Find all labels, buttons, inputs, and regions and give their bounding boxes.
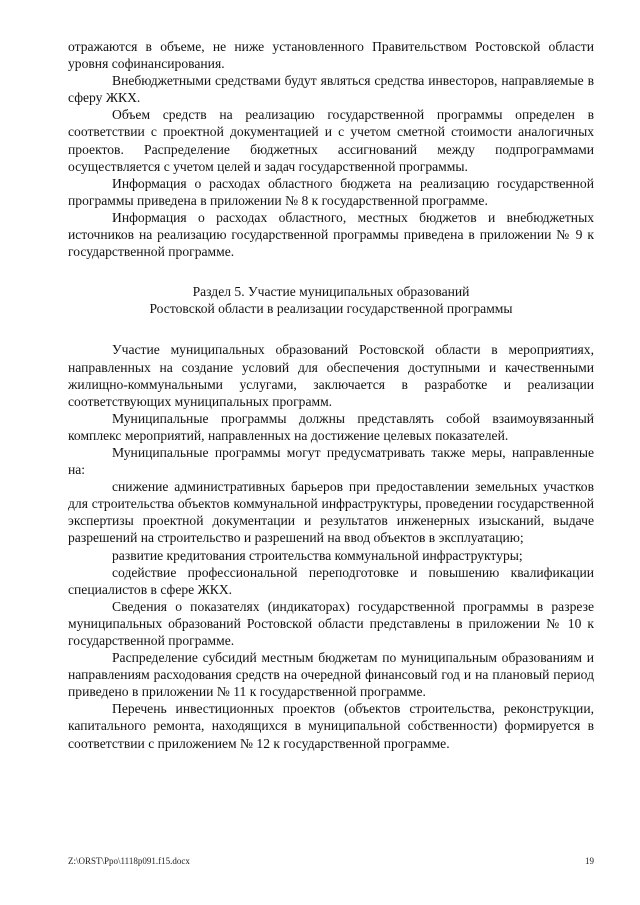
section-heading bbox=[68, 283, 594, 317]
section-heading-line: Раздел 5. Участие муниципальных образований bbox=[192, 284, 470, 300]
paragraph: Распределение субсидий местным бюджетам по муниципальным образованиям и направлениям расходования средств на очередной финансовый год и на плановый период приведено в приложении № 11 к государственной программе. bbox=[68, 650, 594, 700]
paragraph: Муниципальные программы должны представлять собой взаимоувязанный комплекс мероприятий, направленных на достижение целевых показателей. bbox=[68, 410, 594, 443]
section-heading-line: Ростовской области в реализации государственной программы bbox=[149, 301, 513, 317]
page-number: 19 bbox=[585, 856, 594, 866]
page-footer bbox=[68, 856, 594, 866]
document-page bbox=[68, 38, 594, 752]
paragraph: Информация о расходах областного бюджета на реализацию государственной программы приведена в приложении № 8 к государственной программе. bbox=[68, 175, 594, 208]
paragraph: Перечень инвестиционных проектов (объектов строительства, реконструкции, капитального ремонта, находящихся в муниципальной собственности) формируется в соответствии с приложением № 12 к государственной программе. bbox=[68, 701, 594, 751]
paragraph: отражаются в объеме, не ниже установленного Правительством Ростовской области уровня софинансирования. bbox=[68, 39, 594, 72]
paragraph: развитие кредитования строительства коммунальной инфраструктуры; bbox=[112, 547, 523, 563]
paragraph: Информация о расходах областного, местных бюджетов и внебюджетных источников на реализацию государственной программы приведена в приложении № 9 к государственной программе. bbox=[68, 209, 594, 260]
paragraph: Объем средств на реализацию государственной программы определен в соответствии с проектной документацией и с учетом сметной стоимости аналогичных проектов. Распределение бюджетных ассигнований между подпрограммами осуществляется с учетом целей и задач государственной программы. bbox=[68, 107, 594, 174]
paragraph: содействие профессиональной переподготовке и повышению квалификации специалистов в сфере ЖКХ. bbox=[68, 564, 594, 597]
paragraphs-bottom bbox=[68, 341, 594, 751]
paragraphs-top bbox=[68, 38, 594, 260]
file-path: Z:\ORST\Ppo\1118p091.f15.docx bbox=[68, 856, 190, 866]
paragraph: Участие муниципальных образований Ростовской области в мероприятиях, направленных на создание условий для обеспечения доступными и качественными жилищно-коммунальными услугами, заключается в разработке и реализации соответствующих муниципальных программ. bbox=[68, 342, 594, 409]
paragraph: Муниципальные программы могут предусматривать также меры, направленные на: bbox=[68, 444, 594, 478]
paragraph: снижение административных барьеров при предоставлении земельных участков для строительства объектов коммунальной инфраструктуры, проведении государственной экспертизы проектной документации и результатов инженерных изысканий, выдаче разрешений на строительство и разрешений на ввод объектов в эксплуатацию; bbox=[68, 479, 594, 546]
paragraph: Сведения о показателях (индикаторах) государственной программы в разрезе муниципальных образований Ростовской области представлены в приложении № 10 к государственной программе. bbox=[68, 598, 594, 648]
paragraph: Внебюджетными средствами будут являться средства инвесторов, направляемые в сферу ЖКХ. bbox=[68, 73, 594, 106]
